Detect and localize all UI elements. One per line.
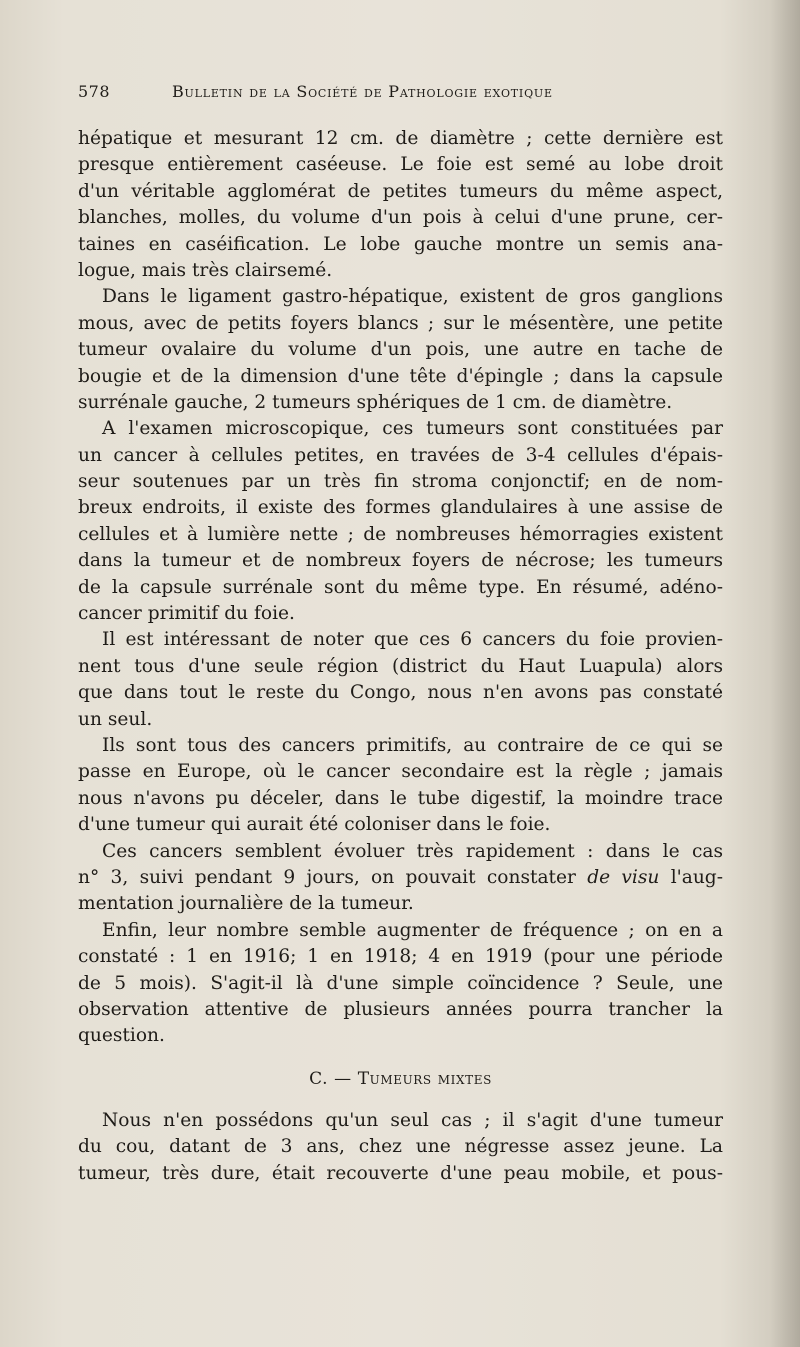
text-line: mentation journalière de la tumeur. bbox=[78, 893, 414, 915]
text-line: de 5 mois). S'agit-il là d'une simple coïncidence ? Seule, une bbox=[78, 972, 723, 994]
text-line: nous n'avons pu déceler, dans le tube digestif, la moindre trace bbox=[78, 787, 723, 809]
text-line: dans la tumeur et de nombreux foyers de nécrose; les tumeurs bbox=[78, 550, 723, 572]
text-line: blanches, molles, du volume d'un pois à celui d'une prune, cer- bbox=[78, 207, 723, 229]
text-line: question. bbox=[78, 1025, 165, 1047]
section-prefix: C. — bbox=[309, 1068, 358, 1089]
text-line: presque entièrement caséeuse. Le foie est semé au lobe droit bbox=[78, 154, 723, 176]
paragraph-2 bbox=[78, 284, 723, 416]
paragraph-3 bbox=[78, 416, 723, 627]
text-line: cellules et à lumière nette ; de nombreuses hémorragies existent bbox=[78, 523, 723, 545]
text-line: cancer primitif du foie. bbox=[78, 603, 295, 625]
text-line: tumeur, très dure, était recouverte d'une peau mobile, et pous- bbox=[78, 1162, 723, 1184]
paragraph-7 bbox=[78, 918, 723, 1050]
text-line: Enfin, leur nombre semble augmenter de fréquence ; on en a bbox=[102, 919, 723, 941]
text-line: taines en caséification. Le lobe gauche montre un semis ana- bbox=[78, 233, 723, 255]
text-line: Nous n'en possédons qu'un seul cas ; il s'agit d'une tumeur bbox=[102, 1110, 723, 1132]
text-segment: n° 3, suivi pendant 9 jours, on pouvait constater bbox=[78, 866, 576, 888]
body-text bbox=[78, 126, 723, 1187]
text-segment: l'aug- bbox=[670, 866, 723, 888]
paragraph-5 bbox=[78, 733, 723, 839]
page-edge-shadow bbox=[770, 0, 800, 1347]
italic-phrase: de visu bbox=[587, 866, 660, 888]
text-line: Il est intéressant de noter que ces 6 cancers du foie provien- bbox=[102, 629, 723, 651]
running-header bbox=[78, 82, 718, 106]
text-line: un cancer à cellules petites, en travées de 3-4 cellules d'épais- bbox=[78, 444, 723, 466]
text-line: que dans tout le reste du Congo, nous n'en avons pas constaté bbox=[78, 682, 723, 704]
paragraph-1 bbox=[78, 126, 723, 284]
text-line: A l'examen microscopique, ces tumeurs sont constituées par bbox=[102, 418, 723, 440]
text-line: Dans le ligament gastro-hépatique, existent de gros ganglions bbox=[102, 286, 723, 308]
running-title: Bulletin de la Société de Pathologie exotique bbox=[172, 82, 553, 101]
text-line: Ils sont tous des cancers primitifs, au contraire de ce qui se bbox=[102, 734, 723, 756]
page-number: 578 bbox=[78, 82, 111, 101]
text-line: Ces cancers semblent évoluer très rapidement : dans le cas bbox=[102, 840, 723, 862]
text-line: bougie et de la dimension d'une tête d'épingle ; dans la capsule bbox=[78, 365, 723, 387]
text-line: hépatique et mesurant 12 cm. de diamètre ; cette dernière est bbox=[78, 128, 723, 149]
text-line: seur soutenues par un très fin stroma conjonctif; en de nom- bbox=[78, 471, 723, 493]
text-line: passe en Europe, où le cancer secondaire est la règle ; jamais bbox=[78, 761, 723, 783]
text-line-with-italic bbox=[78, 865, 723, 891]
paragraph-8 bbox=[78, 1108, 723, 1187]
text-line: de la capsule surrénale sont du même type. En résumé, adéno- bbox=[78, 576, 723, 598]
text-line: nent tous d'une seule région (district du Haut Luapula) alors bbox=[78, 655, 723, 677]
text-line: un seul. bbox=[78, 708, 153, 730]
text-line: observation attentive de plusieurs années pourra trancher la bbox=[78, 998, 723, 1020]
paragraph-4 bbox=[78, 627, 723, 733]
section-heading bbox=[78, 1066, 723, 1092]
text-line: d'une tumeur qui aurait été coloniser dans le foie. bbox=[78, 814, 551, 836]
text-line: surrénale gauche, 2 tumeurs sphériques de 1 cm. de diamètre. bbox=[78, 391, 673, 413]
section-title: Tumeurs mixtes bbox=[357, 1068, 492, 1089]
text-line: breux endroits, il existe des formes glandulaires à une assise de bbox=[78, 497, 723, 519]
text-line: mous, avec de petits foyers blancs ; sur le mésentère, une petite bbox=[78, 312, 723, 334]
paragraph-6 bbox=[78, 839, 723, 918]
text-line: d'un véritable agglomérat de petites tumeurs du même aspect, bbox=[78, 180, 723, 202]
text-line: constaté : 1 en 1916; 1 en 1918; 4 en 1919 (pour une période bbox=[78, 946, 723, 968]
text-line: du cou, datant de 3 ans, chez une négresse assez jeune. La bbox=[78, 1136, 723, 1158]
text-line: logue, mais très clairsemé. bbox=[78, 259, 333, 281]
text-line: tumeur ovalaire du volume d'un pois, une autre en tache de bbox=[78, 339, 723, 361]
